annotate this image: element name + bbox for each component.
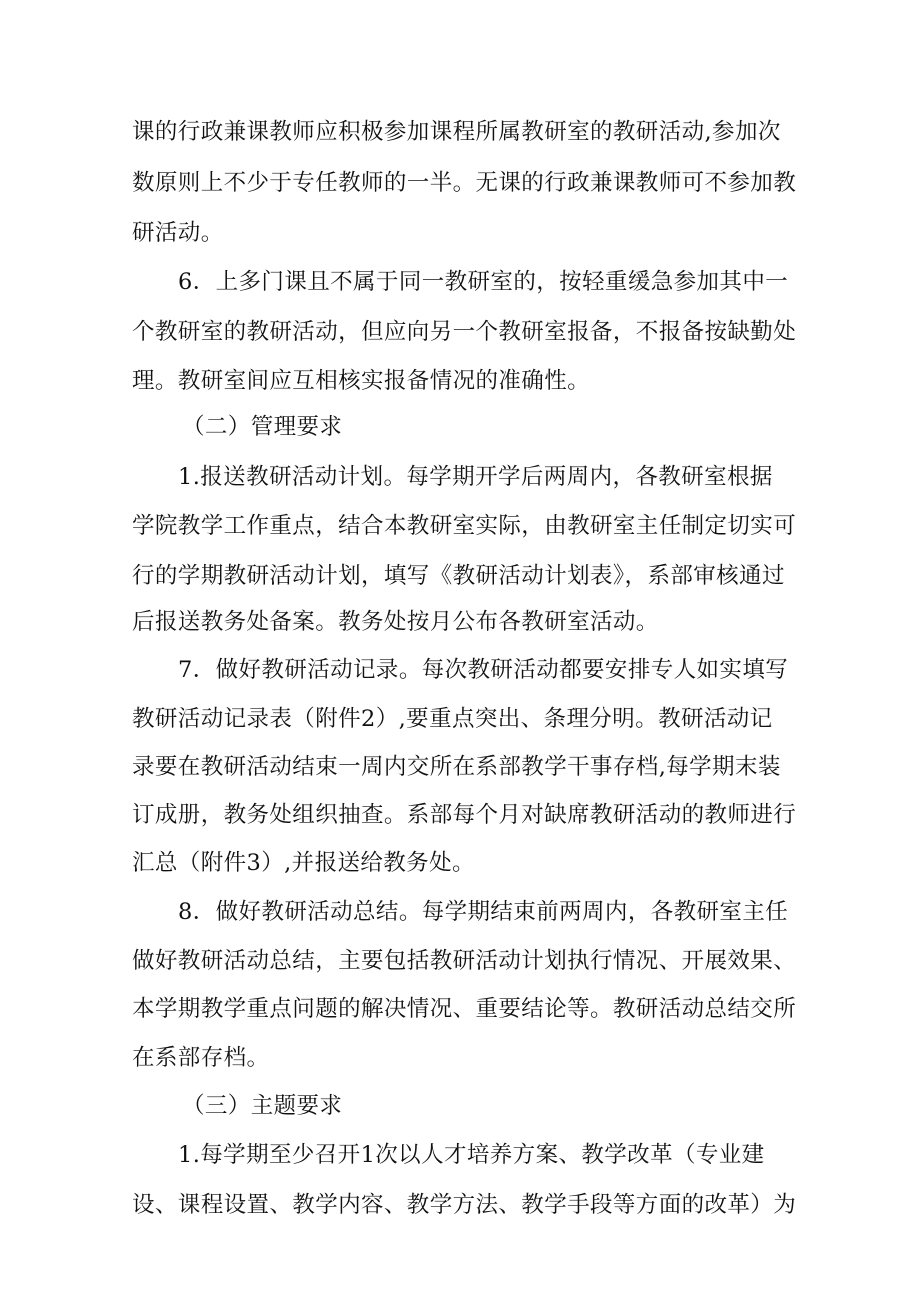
body-text-line: 研活动。 — [132, 220, 224, 246]
body-text-line: 在系部存档。 — [132, 1045, 270, 1071]
body-text-line: 数原则上不少于专任教师的一半。无课的行政兼课教师可不参加教 — [132, 170, 797, 196]
body-text-line: 汇总（附件3）,并报送给教务处。 — [132, 850, 475, 876]
body-text-line: 后报送教务处备案。教务处按月公布各教研室活动。 — [132, 609, 659, 635]
paragraph-first-line: 1.报送教研活动计划。每学期开学后两周内，各教研室根据 — [178, 464, 773, 490]
paragraph-first-line: 8．做好教研活动总结。每学期结束前两周内，各教研室主任 — [178, 899, 789, 925]
body-text-line: 本学期教学重点问题的解决情况、重要结论等。教研活动总结交所 — [132, 996, 797, 1022]
body-text-line: 个教研室的教研活动，但应向另一个教研室报备，不报备按缺勤处 — [132, 319, 797, 345]
section-heading: （三）主题要求 — [182, 1093, 343, 1119]
body-text-line: 课的行政兼课教师应积极参加课程所属教研室的教研活动,参加次 — [132, 119, 781, 145]
paragraph-first-line: 1.每学期至少召开1次以人才培养方案、教学改革（专业建 — [178, 1142, 765, 1168]
section-heading: （二）管理要求 — [182, 414, 343, 440]
body-text-line: 设、课程设置、教学内容、教学方法、教学手段等方面的改革）为 — [132, 1192, 797, 1218]
body-text-line: 做好教研活动总结，主要包括教研活动计划执行情况、开展效果、 — [132, 948, 797, 974]
body-text-line: 教研活动记录表（附件2）,要重点突出、条理分明。教研活动记 — [132, 706, 773, 732]
body-text-line: 录要在教研活动结束一周内交所在系部教学干事存档,每学期末装 — [132, 754, 781, 780]
body-text-line: 学院教学工作重点，结合本教研室实际，由教研室主任制定切实可 — [132, 513, 797, 539]
paragraph-first-line: 6．上多门课且不属于同一教研室的，按轻重缓急参加其中一 — [178, 269, 789, 295]
body-text-line: 理。教研室间应互相核实报备情况的准确性。 — [132, 368, 591, 394]
body-text-line: 订成册，教务处组织抽查。系部每个月对缺席教研活动的教师进行 — [132, 802, 797, 828]
paragraph-first-line: 7．做好教研活动记录。每次教研活动都要安排专人如实填写 — [178, 657, 789, 683]
body-text-line: 行的学期教研活动计划，填写《教研活动计划表》，系部审核通过 — [132, 563, 785, 589]
